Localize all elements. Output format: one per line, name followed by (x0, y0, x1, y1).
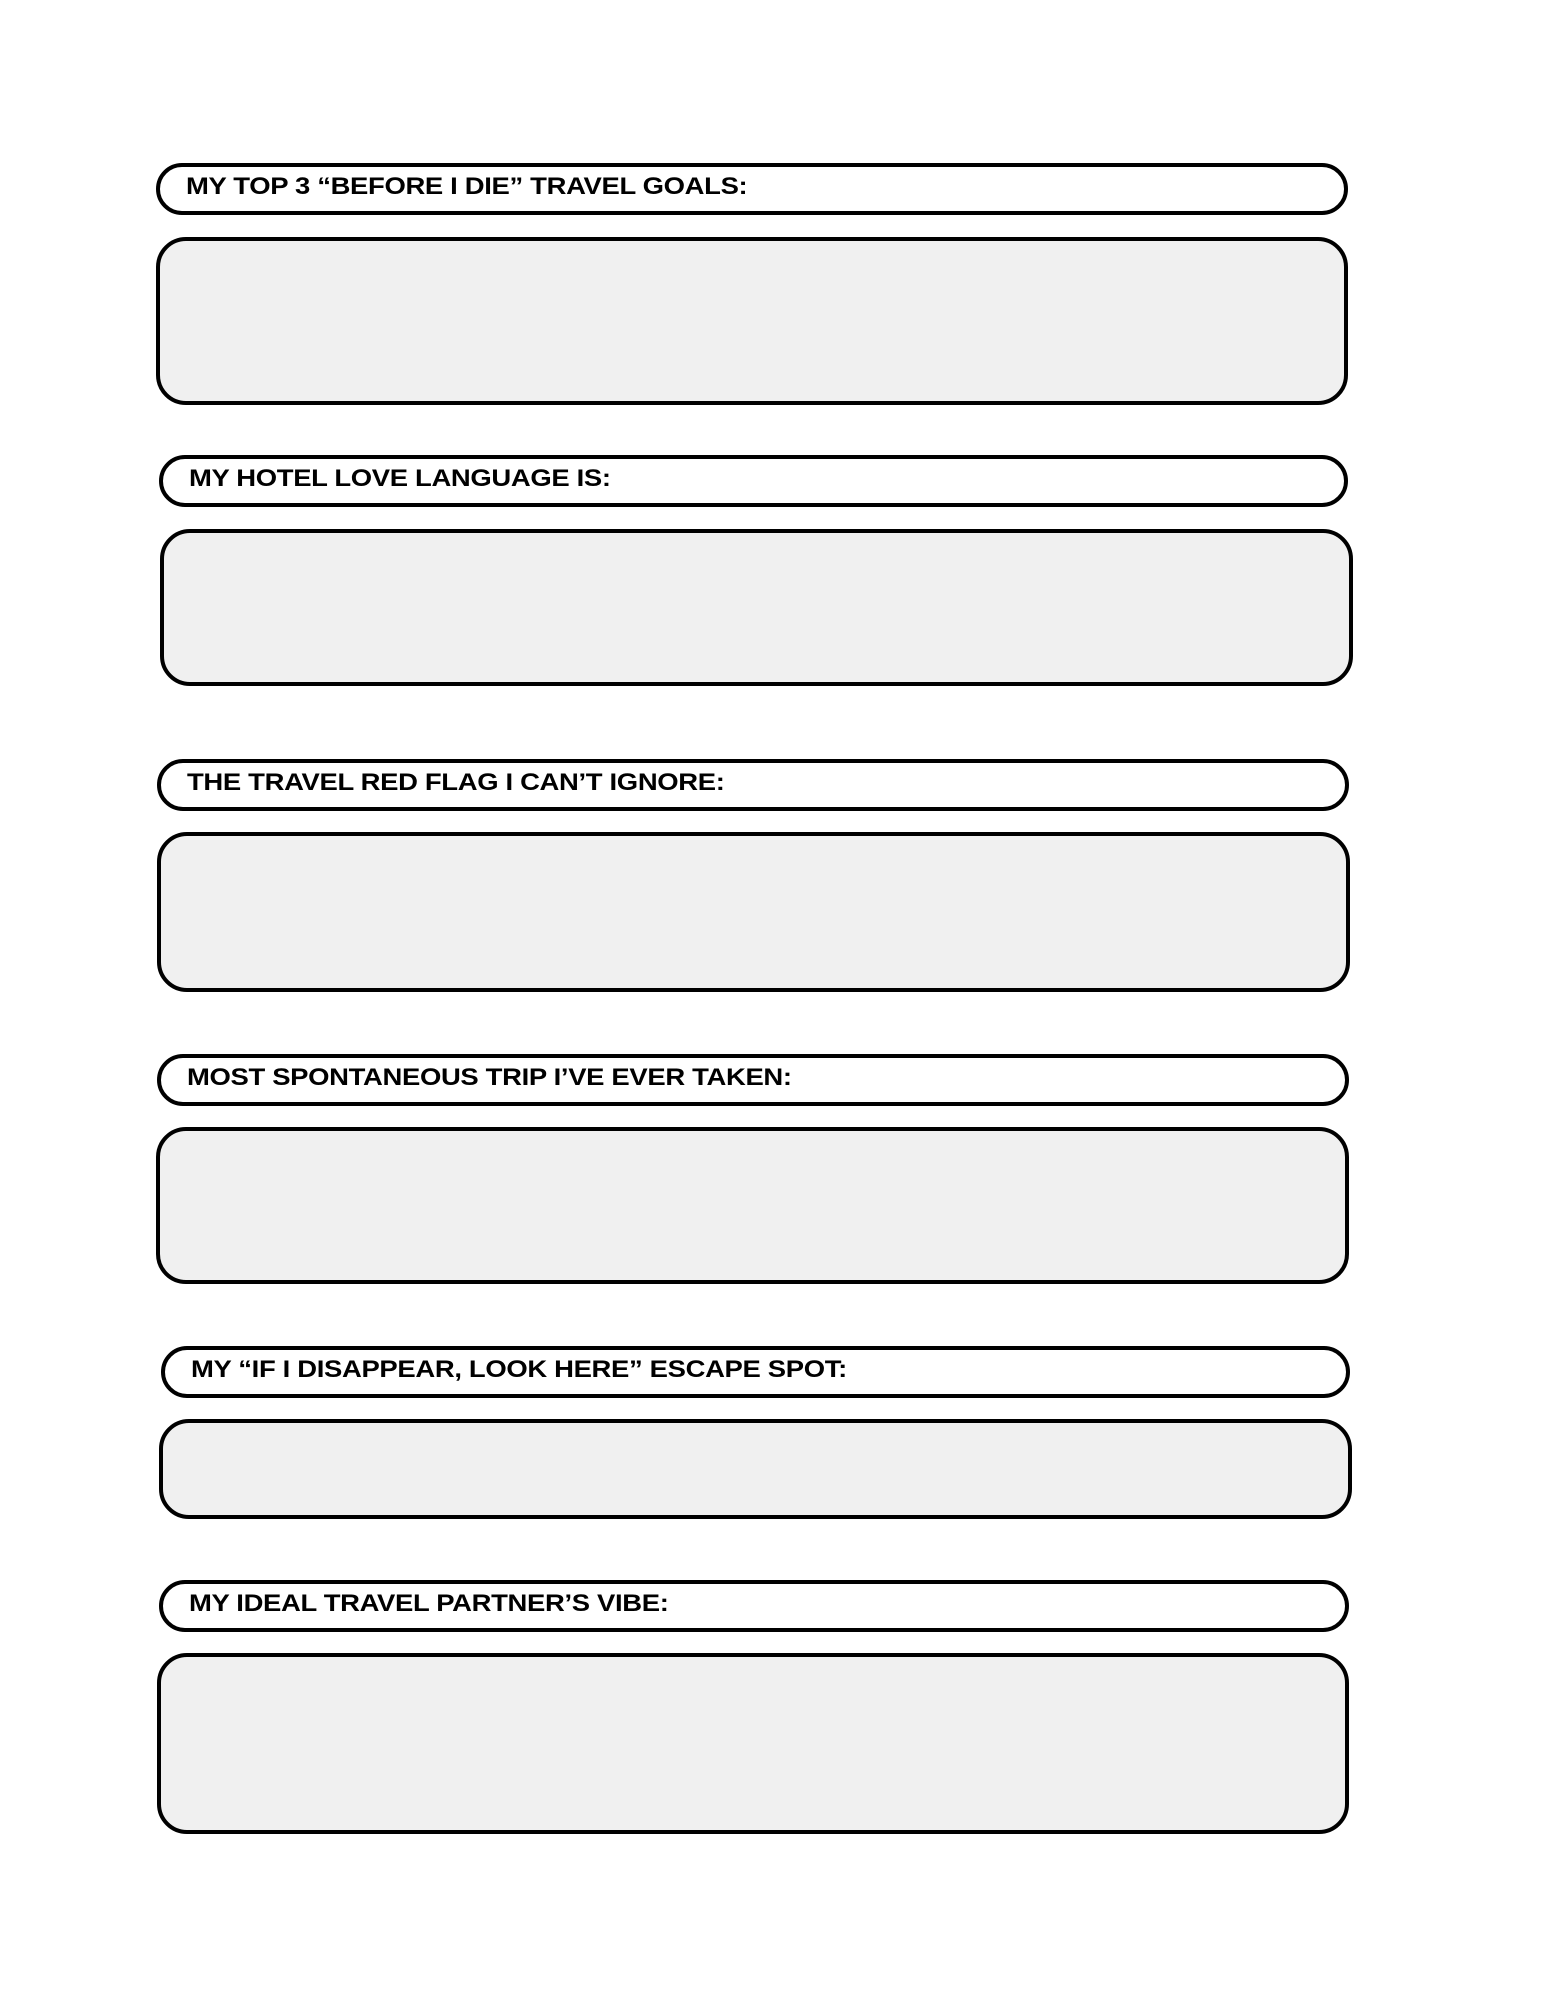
prompt-label-spontaneous-trip (157, 1054, 1349, 1106)
answer-box-hotel-love-language[interactable] (160, 529, 1353, 686)
prompt-label-travel-partner-vibe (159, 1580, 1349, 1632)
prompt-label-travel-goals (156, 163, 1348, 215)
prompt-label-text: MY TOP 3 “BEFORE I DIE” TRAVEL GOALS: (186, 172, 748, 200)
prompt-label-text: MOST SPONTANEOUS TRIP I’VE EVER TAKEN: (187, 1063, 792, 1091)
answer-box-spontaneous-trip[interactable] (156, 1127, 1349, 1284)
prompt-label-escape-spot (161, 1346, 1350, 1398)
prompt-label-text: MY IDEAL TRAVEL PARTNER’S VIBE: (189, 1589, 669, 1617)
prompt-label-text: THE TRAVEL RED FLAG I CAN’T IGNORE: (187, 768, 725, 796)
prompt-label-travel-red-flag (157, 759, 1349, 811)
prompt-label-text: MY “IF I DISAPPEAR, LOOK HERE” ESCAPE SPOT: (191, 1355, 847, 1383)
answer-box-travel-partner-vibe[interactable] (157, 1653, 1349, 1834)
prompt-label-hotel-love-language (159, 455, 1348, 507)
prompt-label-text: MY HOTEL LOVE LANGUAGE IS: (189, 464, 611, 492)
answer-box-travel-red-flag[interactable] (157, 832, 1350, 992)
answer-box-travel-goals[interactable] (156, 237, 1348, 405)
answer-box-escape-spot[interactable] (159, 1419, 1352, 1519)
